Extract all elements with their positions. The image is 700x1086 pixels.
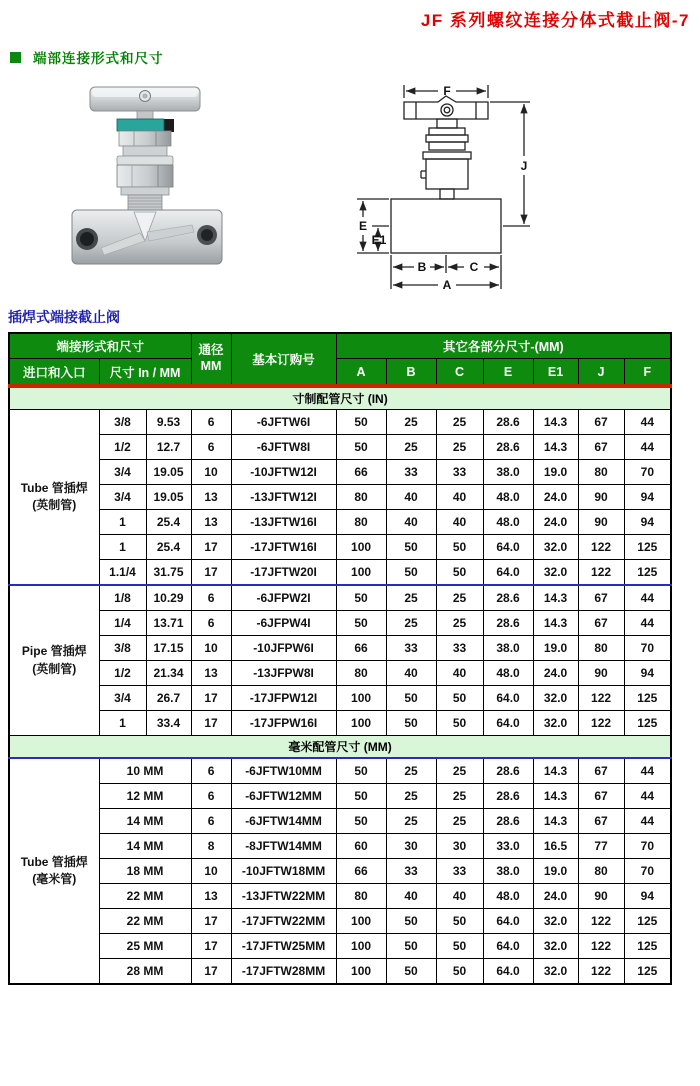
header-order-number: 基本订购号 [231, 333, 336, 386]
bore-cell: 6 [191, 410, 231, 435]
size-cell: 12 MM [99, 784, 191, 809]
dim-value-cell: 50 [436, 711, 483, 736]
dim-value-cell: 80 [336, 661, 386, 686]
dim-value-cell: 50 [436, 959, 483, 985]
header-dim-c: C [436, 359, 483, 387]
dim-label-f: F [443, 84, 451, 98]
dim-value-cell: 33 [436, 460, 483, 485]
size-mm-cell: 17.15 [146, 636, 191, 661]
size-mm-cell: 26.7 [146, 686, 191, 711]
bore-cell: 13 [191, 485, 231, 510]
dim-value-cell: 40 [386, 485, 436, 510]
size-in-cell: 1/4 [99, 611, 146, 636]
dim-value-cell: 25 [436, 784, 483, 809]
dim-value-cell: 50 [436, 560, 483, 586]
order-number-cell: -17JFTW20I [231, 560, 336, 586]
size-in-cell: 1/2 [99, 435, 146, 460]
dim-value-cell: 100 [336, 560, 386, 586]
dim-value-cell: 40 [436, 485, 483, 510]
dim-value-cell: 70 [624, 834, 671, 859]
dim-value-cell: 64.0 [483, 686, 533, 711]
section-band-title: 毫米配管尺寸 (MM) [9, 736, 671, 759]
order-number-cell: -17JFTW25MM [231, 934, 336, 959]
order-number-cell: -13JFTW12I [231, 485, 336, 510]
section-header-label: 端部连接形式和尺寸 [33, 51, 164, 66]
header-inlet: 进口和入口 [9, 359, 99, 387]
dim-value-cell: 125 [624, 686, 671, 711]
dim-value-cell: 122 [578, 934, 624, 959]
header-dim-e1: E1 [533, 359, 578, 387]
dim-value-cell: 25 [436, 611, 483, 636]
size-mm-cell: 31.75 [146, 560, 191, 586]
dim-value-cell: 44 [624, 410, 671, 435]
bore-cell: 6 [191, 809, 231, 834]
section-header [10, 47, 700, 67]
dim-value-cell: 32.0 [533, 959, 578, 985]
size-in-cell: 1/8 [99, 585, 146, 611]
dim-value-cell: 70 [624, 859, 671, 884]
order-number-cell: -6JFPW2I [231, 585, 336, 611]
dim-value-cell: 100 [336, 934, 386, 959]
dim-value-cell: 33 [436, 859, 483, 884]
dim-value-cell: 122 [578, 711, 624, 736]
dim-value-cell: 50 [386, 909, 436, 934]
dim-value-cell: 122 [578, 560, 624, 586]
dim-value-cell: 50 [336, 784, 386, 809]
order-number-cell: -17JFPW12I [231, 686, 336, 711]
dim-value-cell: 14.3 [533, 585, 578, 611]
dim-value-cell: 50 [436, 909, 483, 934]
dim-value-cell: 14.3 [533, 435, 578, 460]
dim-value-cell: 25 [386, 758, 436, 784]
dim-value-cell: 66 [336, 859, 386, 884]
size-in-cell: 3/4 [99, 485, 146, 510]
dim-value-cell: 40 [386, 661, 436, 686]
dim-value-cell: 125 [624, 909, 671, 934]
dim-value-cell: 44 [624, 611, 671, 636]
dim-value-cell: 70 [624, 636, 671, 661]
size-in-cell: 1.1/4 [99, 560, 146, 586]
valve-bonnet [117, 165, 173, 187]
dim-value-cell: 33.0 [483, 834, 533, 859]
dimensions-table [8, 332, 672, 985]
dim-value-cell: 25 [386, 611, 436, 636]
dim-value-cell: 50 [386, 686, 436, 711]
dim-value-cell: 90 [578, 485, 624, 510]
dim-value-cell: 50 [336, 611, 386, 636]
dim-value-cell: 48.0 [483, 485, 533, 510]
dim-value-cell: 44 [624, 784, 671, 809]
size-in-cell: 1 [99, 510, 146, 535]
dim-value-cell: 60 [336, 834, 386, 859]
order-number-cell: -13JFPW8I [231, 661, 336, 686]
order-number-cell: -17JFTW22MM [231, 909, 336, 934]
dim-label-a: A [442, 278, 452, 292]
dim-value-cell: 50 [386, 535, 436, 560]
dim-value-cell: 64.0 [483, 959, 533, 985]
dim-value-cell: 94 [624, 510, 671, 535]
table-row [9, 560, 671, 586]
dim-value-cell: 50 [336, 758, 386, 784]
order-number-cell: -6JFTW14MM [231, 809, 336, 834]
dim-value-cell: 50 [336, 435, 386, 460]
valve-photo [70, 79, 260, 279]
drawing-body [391, 199, 501, 253]
dim-value-cell: 50 [436, 686, 483, 711]
dim-value-cell: 94 [624, 485, 671, 510]
bore-cell: 10 [191, 636, 231, 661]
size-cell: 18 MM [99, 859, 191, 884]
header-dim-e: E [483, 359, 533, 387]
table-row [9, 611, 671, 636]
dim-value-cell: 40 [386, 510, 436, 535]
bore-cell: 6 [191, 758, 231, 784]
order-number-cell: -10JFTW12I [231, 460, 336, 485]
valve-dimension-drawing [344, 71, 559, 296]
bore-cell: 17 [191, 560, 231, 586]
dim-value-cell: 94 [624, 884, 671, 909]
dim-value-cell: 67 [578, 410, 624, 435]
dim-label-b: B [417, 260, 427, 274]
dim-value-cell: 64.0 [483, 711, 533, 736]
table-title: 插焊式端接截止阀 [8, 309, 120, 325]
header-size: 尺寸 In / MM [99, 359, 191, 387]
size-mm-cell: 19.05 [146, 485, 191, 510]
dim-value-cell: 80 [578, 859, 624, 884]
size-mm-cell: 12.7 [146, 435, 191, 460]
dim-value-cell: 33 [436, 636, 483, 661]
dim-value-cell: 32.0 [533, 560, 578, 586]
bore-cell: 17 [191, 909, 231, 934]
dim-value-cell: 50 [386, 711, 436, 736]
dim-value-cell: 125 [624, 959, 671, 985]
dim-value-cell: 25 [386, 784, 436, 809]
table-row [9, 535, 671, 560]
size-in-cell: 3/4 [99, 460, 146, 485]
dim-value-cell: 50 [436, 535, 483, 560]
order-number-cell: -17JFPW16I [231, 711, 336, 736]
dim-value-cell: 94 [624, 661, 671, 686]
size-in-cell: 3/8 [99, 636, 146, 661]
dim-value-cell: 67 [578, 435, 624, 460]
table-row [9, 460, 671, 485]
table-row [9, 686, 671, 711]
size-in-cell: 3/4 [99, 686, 146, 711]
dim-label-e1: E1 [371, 233, 387, 247]
dim-value-cell: 24.0 [533, 510, 578, 535]
dim-value-cell: 80 [336, 510, 386, 535]
dim-value-cell: 80 [336, 884, 386, 909]
order-number-cell: -13JFTW16I [231, 510, 336, 535]
group-label: Pipe 管插焊 (英制管) [9, 585, 99, 736]
dim-value-cell: 19.0 [533, 460, 578, 485]
table-row [9, 809, 671, 834]
dim-value-cell: 14.3 [533, 809, 578, 834]
dim-value-cell: 25 [386, 585, 436, 611]
table-row [9, 859, 671, 884]
group-label: Tube 管插焊 (毫米管) [9, 758, 99, 984]
table-row [9, 661, 671, 686]
square-bullet-icon [10, 52, 21, 63]
table-row [9, 585, 671, 611]
table-row [9, 959, 671, 985]
page-title: JF 系列螺纹连接分体式截止阀-7 [420, 11, 690, 30]
dim-value-cell: 100 [336, 909, 386, 934]
group-label: Tube 管插焊 (英制管) [9, 410, 99, 586]
dim-value-cell: 28.6 [483, 784, 533, 809]
dim-value-cell: 67 [578, 758, 624, 784]
header-dim-j: J [578, 359, 624, 387]
dim-value-cell: 50 [336, 809, 386, 834]
dim-value-cell: 33 [386, 636, 436, 661]
bore-cell: 10 [191, 460, 231, 485]
dim-value-cell: 64.0 [483, 934, 533, 959]
table-row [9, 834, 671, 859]
figures-area [0, 71, 700, 299]
size-cell: 22 MM [99, 884, 191, 909]
dim-value-cell: 38.0 [483, 636, 533, 661]
dim-value-cell: 64.0 [483, 909, 533, 934]
table-row [9, 510, 671, 535]
dim-value-cell: 40 [436, 661, 483, 686]
order-number-cell: -17JFTW28MM [231, 959, 336, 985]
bore-cell: 8 [191, 834, 231, 859]
order-number-cell: -13JFTW22MM [231, 884, 336, 909]
dim-value-cell: 28.6 [483, 435, 533, 460]
dim-value-cell: 67 [578, 784, 624, 809]
dim-value-cell: 33 [386, 460, 436, 485]
header-bore-line2: MM [200, 359, 222, 373]
table-row [9, 636, 671, 661]
dim-value-cell: 28.6 [483, 410, 533, 435]
bore-cell: 13 [191, 510, 231, 535]
dim-value-cell: 33 [386, 859, 436, 884]
dim-value-cell: 50 [386, 934, 436, 959]
dim-value-cell: 24.0 [533, 884, 578, 909]
size-mm-cell: 9.53 [146, 410, 191, 435]
table-body [9, 386, 671, 984]
dim-value-cell: 19.0 [533, 859, 578, 884]
dim-value-cell: 19.0 [533, 636, 578, 661]
dim-label-c: C [469, 260, 479, 274]
size-mm-cell: 10.29 [146, 585, 191, 611]
dim-value-cell: 48.0 [483, 884, 533, 909]
table-row [9, 435, 671, 460]
dim-value-cell: 80 [578, 636, 624, 661]
dim-value-cell: 122 [578, 686, 624, 711]
dim-value-cell: 80 [336, 485, 386, 510]
table-row [9, 784, 671, 809]
section-band-row [9, 386, 671, 410]
dim-value-cell: 77 [578, 834, 624, 859]
dim-value-cell: 44 [624, 758, 671, 784]
table-row [9, 909, 671, 934]
size-mm-cell: 21.34 [146, 661, 191, 686]
bore-cell: 17 [191, 686, 231, 711]
dim-value-cell: 16.5 [533, 834, 578, 859]
dim-value-cell: 38.0 [483, 859, 533, 884]
dim-value-cell: 25 [386, 435, 436, 460]
section-band-title: 寸制配管尺寸 (IN) [9, 386, 671, 410]
dim-value-cell: 28.6 [483, 809, 533, 834]
table-row [9, 758, 671, 784]
dim-value-cell: 14.3 [533, 410, 578, 435]
order-number-cell: -6JFTW6I [231, 410, 336, 435]
dim-value-cell: 32.0 [533, 686, 578, 711]
dim-value-cell: 70 [624, 460, 671, 485]
dim-value-cell: 90 [578, 661, 624, 686]
size-in-cell: 1/2 [99, 661, 146, 686]
bore-cell: 10 [191, 859, 231, 884]
dim-value-cell: 125 [624, 560, 671, 586]
dim-value-cell: 90 [578, 884, 624, 909]
size-cell: 22 MM [99, 909, 191, 934]
dim-value-cell: 64.0 [483, 535, 533, 560]
dim-value-cell: 100 [336, 959, 386, 985]
dim-value-cell: 100 [336, 535, 386, 560]
dim-value-cell: 66 [336, 636, 386, 661]
bore-cell: 6 [191, 784, 231, 809]
dim-value-cell: 32.0 [533, 934, 578, 959]
size-mm-cell: 19.05 [146, 460, 191, 485]
size-mm-cell: 13.71 [146, 611, 191, 636]
dim-value-cell: 50 [336, 585, 386, 611]
order-number-cell: -6JFTW12MM [231, 784, 336, 809]
bore-cell: 13 [191, 884, 231, 909]
order-number-cell: -8JFTW14MM [231, 834, 336, 859]
dim-value-cell: 24.0 [533, 485, 578, 510]
order-number-cell: -6JFTW10MM [231, 758, 336, 784]
dim-value-cell: 50 [386, 560, 436, 586]
dim-value-cell: 14.3 [533, 611, 578, 636]
table-row [9, 884, 671, 909]
header-other-dims: 其它各部分尺寸-(MM) [336, 333, 671, 359]
dim-value-cell: 67 [578, 611, 624, 636]
dim-value-cell: 80 [578, 460, 624, 485]
dim-value-cell: 32.0 [533, 909, 578, 934]
dim-value-cell: 44 [624, 585, 671, 611]
dim-value-cell: 25 [386, 410, 436, 435]
dim-value-cell: 38.0 [483, 460, 533, 485]
dim-label-e: E [358, 219, 368, 233]
dim-value-cell: 48.0 [483, 510, 533, 535]
size-cell: 25 MM [99, 934, 191, 959]
header-bore [191, 333, 231, 386]
dim-value-cell: 67 [578, 585, 624, 611]
dim-value-cell: 25 [386, 809, 436, 834]
size-cell: 14 MM [99, 834, 191, 859]
bore-cell: 17 [191, 959, 231, 985]
dim-value-cell: 40 [436, 884, 483, 909]
size-in-cell: 1 [99, 535, 146, 560]
bore-cell: 6 [191, 585, 231, 611]
table-row [9, 485, 671, 510]
order-number-cell: -10JFTW18MM [231, 859, 336, 884]
header-dim-a: A [336, 359, 386, 387]
size-cell: 10 MM [99, 758, 191, 784]
dim-value-cell: 122 [578, 959, 624, 985]
size-in-cell: 1 [99, 711, 146, 736]
dim-value-cell: 50 [386, 959, 436, 985]
dim-value-cell: 25 [436, 585, 483, 611]
header-dim-b: B [386, 359, 436, 387]
order-number-cell: -6JFTW8I [231, 435, 336, 460]
dim-value-cell: 25 [436, 758, 483, 784]
dim-value-cell: 25 [436, 809, 483, 834]
dim-value-cell: 28.6 [483, 611, 533, 636]
dim-value-cell: 50 [336, 410, 386, 435]
dim-value-cell: 32.0 [533, 711, 578, 736]
bore-cell: 6 [191, 611, 231, 636]
order-number-cell: -10JFPW6I [231, 636, 336, 661]
dim-value-cell: 44 [624, 435, 671, 460]
dim-value-cell: 14.3 [533, 758, 578, 784]
dim-value-cell: 28.6 [483, 585, 533, 611]
order-number-cell: -17JFTW16I [231, 535, 336, 560]
dim-value-cell: 66 [336, 460, 386, 485]
dim-value-cell: 40 [386, 884, 436, 909]
dim-value-cell: 14.3 [533, 784, 578, 809]
bore-cell: 17 [191, 934, 231, 959]
bore-cell: 6 [191, 435, 231, 460]
dim-value-cell: 30 [386, 834, 436, 859]
size-in-cell: 3/8 [99, 410, 146, 435]
dim-value-cell: 125 [624, 934, 671, 959]
dim-value-cell: 30 [436, 834, 483, 859]
dim-value-cell: 24.0 [533, 661, 578, 686]
bore-cell: 13 [191, 661, 231, 686]
dim-value-cell: 125 [624, 535, 671, 560]
bore-cell: 17 [191, 535, 231, 560]
header-end-connection: 端接形式和尺寸 [9, 333, 191, 359]
table-row [9, 934, 671, 959]
dim-value-cell: 122 [578, 535, 624, 560]
section-band-row [9, 736, 671, 759]
dim-value-cell: 122 [578, 909, 624, 934]
dim-value-cell: 64.0 [483, 560, 533, 586]
dim-value-cell: 48.0 [483, 661, 533, 686]
header-dim-f: F [624, 359, 671, 387]
dim-value-cell: 44 [624, 809, 671, 834]
size-cell: 28 MM [99, 959, 191, 985]
dim-value-cell: 100 [336, 711, 386, 736]
dim-value-cell: 32.0 [533, 535, 578, 560]
dim-value-cell: 90 [578, 510, 624, 535]
size-mm-cell: 25.4 [146, 510, 191, 535]
bore-cell: 17 [191, 711, 231, 736]
size-mm-cell: 25.4 [146, 535, 191, 560]
table-row [9, 711, 671, 736]
dim-value-cell: 25 [436, 435, 483, 460]
table-row [9, 410, 671, 435]
dim-value-cell: 100 [336, 686, 386, 711]
dim-value-cell: 25 [436, 410, 483, 435]
dim-label-j: J [520, 159, 528, 173]
size-mm-cell: 33.4 [146, 711, 191, 736]
size-cell: 14 MM [99, 809, 191, 834]
dim-value-cell: 50 [436, 934, 483, 959]
dim-value-cell: 40 [436, 510, 483, 535]
order-number-cell: -6JFPW4I [231, 611, 336, 636]
dim-value-cell: 28.6 [483, 758, 533, 784]
header-bore-line1: 通径 [198, 343, 224, 358]
dim-value-cell: 67 [578, 809, 624, 834]
dim-value-cell: 125 [624, 711, 671, 736]
